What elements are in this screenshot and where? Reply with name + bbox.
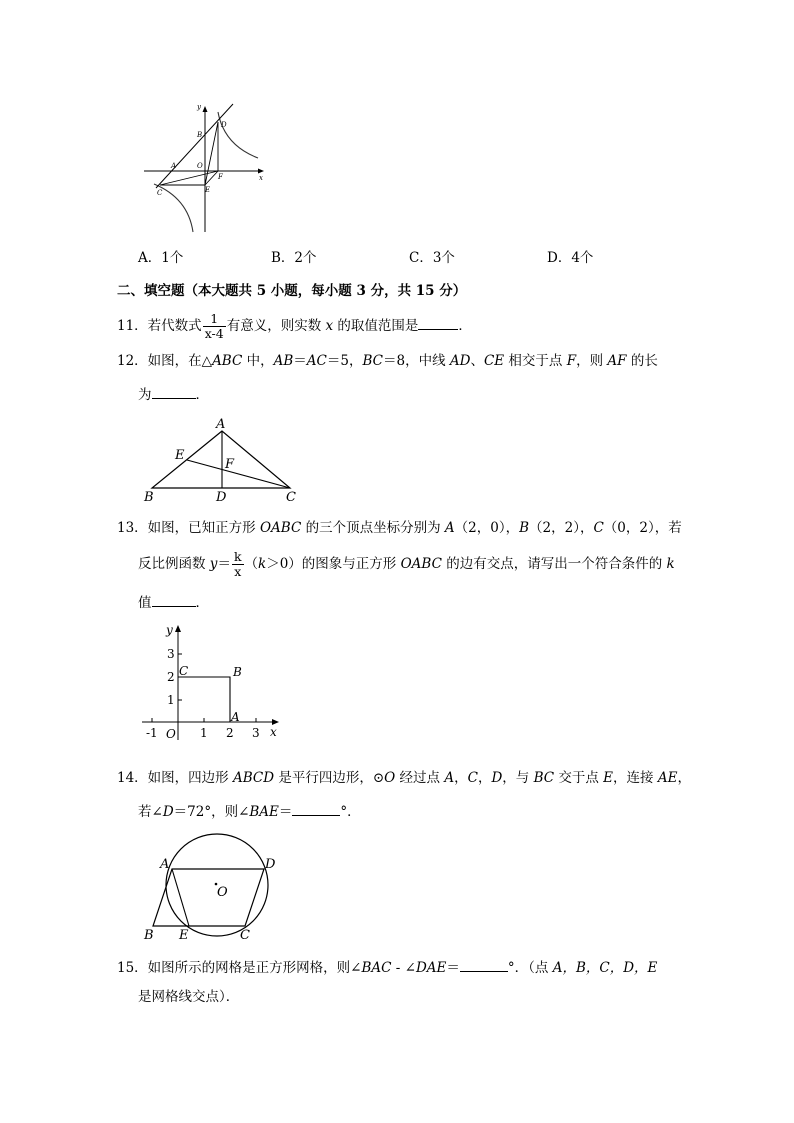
q15-pts: A，B，C，D，E <box>552 960 658 976</box>
q15-t2: - ∠ <box>391 960 416 976</box>
q13-pc: C <box>593 520 604 536</box>
q11-frac-den: x-4 <box>204 326 224 341</box>
q13-line1 <box>117 518 682 538</box>
q14-bc: BC <box>533 770 555 786</box>
q13-t3: 反比例函数 <box>138 556 210 572</box>
q10-option-c: C．3个 <box>409 250 455 266</box>
q14-end: °． <box>340 804 361 820</box>
q13-label-a: A <box>231 710 240 724</box>
q12-t6: ，则 <box>576 353 608 369</box>
q12-end: ． <box>195 387 209 403</box>
q12-label-f: F <box>225 457 235 472</box>
q12-t1: 12．如图，在△ <box>117 353 213 369</box>
q13-label-x1: 1 <box>200 726 208 740</box>
q14-label-b: B <box>144 928 154 943</box>
q12-af: AF <box>607 353 627 369</box>
q13-y-arrow <box>175 625 181 632</box>
q13-answer-blank[interactable] <box>152 592 196 607</box>
q13-oabc2: OABC <box>400 556 442 572</box>
q15-t1: 15．如图所示的网格是正方形网格，则∠ <box>117 960 362 976</box>
q13-t1: 13．如图，已知正方形 <box>117 520 260 536</box>
q14-c: C <box>467 770 478 786</box>
q10-option-a: A．1个 <box>138 250 184 266</box>
q15-dae: DAE <box>415 960 447 976</box>
q13-frac-den: x <box>234 564 242 579</box>
q11-end: ． <box>458 318 472 334</box>
q14-bae: BAE <box>249 804 279 820</box>
q13-label-2: 2 <box>167 670 175 684</box>
q11-answer-blank[interactable] <box>418 315 458 330</box>
q14-parallelogram <box>153 869 264 926</box>
q13-t4: 的边有交点，请写出一个符合条件的 <box>441 556 667 572</box>
q13-oabc: OABC <box>259 520 302 536</box>
q14-t2: 是平行四边形，⊙ <box>274 770 385 786</box>
q14-t6: ，连接 <box>613 770 658 786</box>
q14-s1: ， <box>454 770 468 786</box>
q13-label-b: B <box>233 665 242 679</box>
q12-ad: AD <box>449 353 471 369</box>
q14-t7: ， <box>677 770 691 786</box>
q14-label-e: E <box>179 928 189 943</box>
q13-pb-coord: （2，2）， <box>529 520 594 536</box>
q13-cond-b: ＞0）的图象与正方形 <box>266 556 401 572</box>
q14-t8: 若∠ <box>138 804 163 820</box>
q14-t5: 交于点 <box>554 770 604 786</box>
q11-fraction <box>203 312 226 341</box>
q12-median-ce <box>187 460 290 488</box>
q14-t1: 14．如图，四边形 <box>117 770 233 786</box>
q12-label-b: B <box>144 490 154 504</box>
q14-a: A <box>444 770 455 786</box>
q13-cond-a: （ <box>244 556 259 572</box>
q12-sep: 、 <box>470 353 484 369</box>
q12-t3: ＝5， <box>326 353 363 369</box>
q12-label-a: A <box>216 417 226 432</box>
q13-line2 <box>138 550 675 579</box>
q10-seg-cf <box>160 171 218 185</box>
q10-label-y: y <box>197 103 201 111</box>
q13-end: ． <box>195 595 209 611</box>
q14-o: O <box>384 770 396 786</box>
q11-prefix: 11．若代数式 <box>117 318 202 334</box>
q12-ab: AB <box>273 353 294 369</box>
q15-t3: ＝ <box>446 960 460 976</box>
q10-hyperbola-upper <box>218 112 258 158</box>
q11-suffix-a: 有意义，则实数 <box>226 318 326 334</box>
q13-eq: ＝ <box>217 556 231 572</box>
q10-label-b: B <box>197 131 203 139</box>
q12-abc: ABC <box>212 353 243 369</box>
q14-t10: ＝ <box>278 804 293 820</box>
q13-cond-k: k <box>258 556 267 572</box>
q15-line2: 是网格线交点）． <box>138 989 240 1005</box>
q12-figure <box>138 414 308 504</box>
q13-pa: A <box>444 520 455 536</box>
q15-answer-blank[interactable] <box>460 957 508 972</box>
q14-dd: D <box>162 804 174 820</box>
q14-label-d: D <box>265 857 276 872</box>
q13-label-3: 3 <box>167 647 175 661</box>
q13-k2: k <box>666 556 675 572</box>
q12-t8: 为 <box>138 387 152 403</box>
q14-s2: ， <box>477 770 492 786</box>
q12-t5: 相交于点 <box>504 353 567 369</box>
q14-line2 <box>138 801 361 822</box>
q14-answer-blank[interactable] <box>292 801 340 816</box>
q15-line1 <box>117 957 657 978</box>
q10-label-d: D <box>221 121 227 129</box>
q12-ac: AC <box>306 353 327 369</box>
q10-label-e: E <box>205 186 211 194</box>
q13-label-x2: 2 <box>226 726 234 740</box>
q15-t4: °．（点 <box>507 960 553 976</box>
q11-frac-num: 1 <box>203 312 226 327</box>
q12-label-c: C <box>286 490 296 504</box>
q10-option-d: D．4个 <box>547 250 594 266</box>
q13-y: y <box>209 556 218 572</box>
q13-pa-coord: （2，0）， <box>454 520 520 536</box>
q13-label-1: 1 <box>167 693 175 707</box>
q14-label-o: O <box>217 885 228 900</box>
q10-seg-ed <box>205 122 218 185</box>
section-heading: 二、填空题（本大题共 5 小题，每小题 3 分，共 15 分） <box>117 283 467 299</box>
q10-label-a: A <box>171 162 177 170</box>
q14-abcd: ABCD <box>232 770 275 786</box>
q13-label-c: C <box>179 664 189 678</box>
q14-seg-ae <box>172 869 189 926</box>
q14-t4: ，与 <box>502 770 534 786</box>
q10-label-x: x <box>259 174 263 182</box>
q12-t4: ＝8，中线 <box>382 353 450 369</box>
q12-eq: ＝ <box>293 353 307 369</box>
q13-label-y: y <box>166 623 173 637</box>
q14-figure <box>134 832 284 944</box>
q12-label-e: E <box>175 448 185 463</box>
q12-triangle <box>152 431 290 488</box>
q10-x-arrow <box>258 169 264 174</box>
q12-line1 <box>117 351 658 371</box>
q10-y-arrow <box>203 106 208 112</box>
q13-t2: 的三个顶点坐标分别为 <box>301 520 445 536</box>
q12-bc: BC <box>362 353 383 369</box>
q12-line2 <box>138 384 209 405</box>
q14-ae: AE <box>657 770 678 786</box>
q14-label-c: C <box>240 928 250 943</box>
q12-ce: CE <box>483 353 505 369</box>
q12-label-d: D <box>216 490 227 504</box>
q13-pc-coord: （0，2），若 <box>603 520 682 536</box>
q14-e: E <box>603 770 614 786</box>
q10-label-c: C <box>157 189 163 197</box>
q13-label-o: O <box>166 727 176 741</box>
q14-line1 <box>117 768 691 788</box>
q13-label-x: x <box>270 725 277 739</box>
q12-f: F <box>566 353 577 369</box>
q13-t5: 值 <box>138 595 152 611</box>
q13-frac-num: k <box>233 549 242 564</box>
q13-label-x3: 3 <box>252 726 260 740</box>
q13-figure <box>138 620 288 744</box>
q10-figure <box>138 100 270 234</box>
q14-t3: 经过点 <box>395 770 445 786</box>
q12-t2: 中， <box>242 353 274 369</box>
q13-square <box>178 677 230 722</box>
q11-text <box>117 312 472 341</box>
q14-label-a: A <box>160 857 170 872</box>
q12-answer-blank[interactable] <box>152 384 196 399</box>
q13-pb: B <box>519 520 530 536</box>
q12-t7: 的长 <box>626 353 658 369</box>
q10-label-f: F <box>218 173 223 181</box>
q13-label-m1: -1 <box>146 726 158 740</box>
q13-fraction <box>232 550 244 579</box>
q14-d: D <box>491 770 503 786</box>
q10-label-o: O <box>197 162 203 170</box>
q10-seg-ef <box>205 171 218 185</box>
q14-t9: ＝72°，则∠ <box>173 804 250 820</box>
q11-suffix-b: 的取值范围是 <box>333 318 419 334</box>
q13-line3 <box>138 592 209 613</box>
q11-var: x <box>325 318 334 334</box>
q15-bac: BAC <box>361 960 392 976</box>
q10-option-b: B．2个 <box>271 250 317 266</box>
